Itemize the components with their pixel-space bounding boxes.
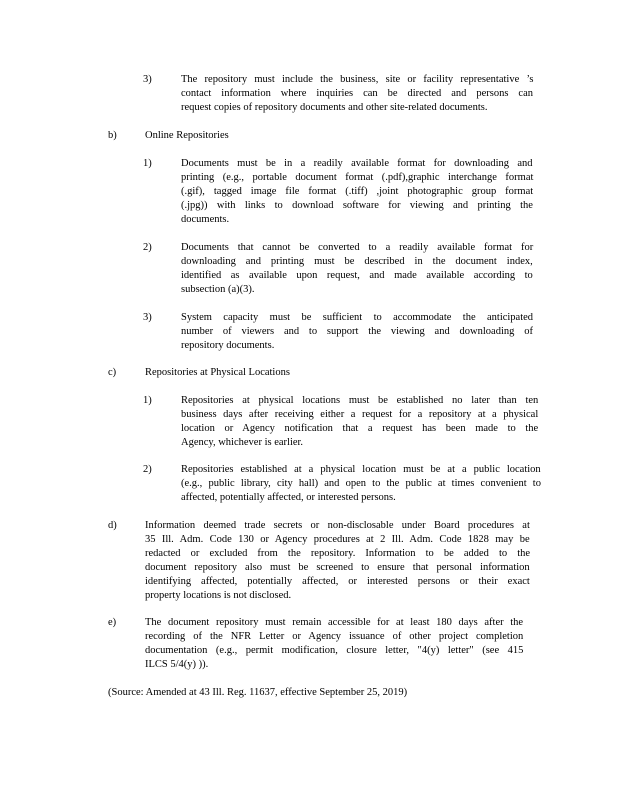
item-number: 3) <box>143 312 152 323</box>
text-line: recording of the NFR Letter or Agency issuance of other project completion <box>145 631 524 642</box>
item-number: 2) <box>143 242 152 253</box>
item-text <box>181 157 533 227</box>
text-line: (e.g., public library, city hall) and open to the public at times convenient to <box>181 478 541 489</box>
text-line: subsection (a)(3). <box>181 284 255 295</box>
subsection-text <box>145 616 523 672</box>
item-number: 2) <box>143 464 152 475</box>
subsection-letter: d) <box>108 520 117 531</box>
subsection-letter: e) <box>108 617 117 628</box>
text-line: document repository also must be screened to ensure that personal information <box>145 562 530 573</box>
text-line: request copies of repository documents and other site-related documents. <box>181 102 488 113</box>
text-line: downloading and printing must be described in the document index, <box>181 256 533 267</box>
item-c1 <box>143 394 538 452</box>
text-line: identifying affected, potentially affected, or interested persons or their exact <box>145 576 530 587</box>
item-a3 <box>143 73 533 117</box>
subsection-text <box>145 519 530 603</box>
item-c2 <box>143 463 541 507</box>
text-line: Repositories established at a physical location must be at a public location <box>181 464 541 475</box>
item-b2 <box>143 241 533 299</box>
text-line: business days after receiving either a request for a repository at a physical <box>181 409 539 420</box>
subsection-e <box>108 616 523 674</box>
text-line: The document repository must remain accessible for at least 180 days after the <box>145 617 524 628</box>
subsection-c-heading: Repositories at Physical Locations <box>145 367 290 378</box>
source-note: (Source: Amended at 43 Ill. Reg. 11637, effective September 25, 2019) <box>108 687 408 698</box>
text-line: The repository must include the business, site or facility representative ’s <box>181 74 534 85</box>
text-line: affected, potentially affected, or interested persons. <box>181 492 396 503</box>
text-line: number of viewers and to support the viewing and downloading of <box>181 326 533 337</box>
text-line: repository documents. <box>181 340 275 351</box>
text-line: printing (e.g., portable document format (.pdf),graphic interchange format <box>181 172 534 183</box>
item-b3 <box>143 311 533 355</box>
text-line: 35 Ill. Adm. Code 130 or Agency procedures at 2 Ill. Adm. Code 1828 may be <box>145 534 530 545</box>
text-line: Documents that cannot be converted to a readily available format for <box>181 242 534 253</box>
item-text <box>181 463 541 505</box>
text-line: property locations is not disclosed. <box>145 590 292 601</box>
item-number: 3) <box>143 74 152 85</box>
text-line: System capacity must be sufficient to accommodate the anticipated <box>181 312 534 323</box>
item-text <box>181 311 533 353</box>
item-text <box>181 73 533 115</box>
text-line: identified as available upon request, and made available according to <box>181 270 533 281</box>
text-line: ILCS 5/4(y) )). <box>145 659 209 670</box>
text-line: Repositories at physical locations must be established no later than ten <box>181 395 539 406</box>
text-line: documents. <box>181 214 230 225</box>
subsection-b-letter: b) <box>108 130 117 141</box>
item-number: 1) <box>143 395 152 406</box>
text-line: Agency, whichever is earlier. <box>181 437 304 448</box>
subsection-d <box>108 519 530 605</box>
text-line: (.gif), tagged image file format (.tiff) ,joint photographic group format <box>181 186 534 197</box>
subsection-b-heading: Online Repositories <box>145 130 229 141</box>
text-line: Information deemed trade secrets or non-disclosable under Board procedures at <box>145 520 530 531</box>
item-b1 <box>143 157 533 229</box>
text-line: documentation (e.g., permit modification, closure letter, "4(y) letter" (see 415 <box>145 645 524 656</box>
text-line: Documents must be in a readily available format for downloading and <box>181 158 533 169</box>
text-line: redacted or excluded from the repository. Information to be added to the <box>145 548 531 559</box>
text-line: location or Agency notification that a request has been made to the <box>181 423 539 434</box>
text-line: contact information where inquiries can be directed and persons can <box>181 88 533 99</box>
item-number: 1) <box>143 158 152 169</box>
item-text <box>181 394 538 450</box>
subsection-c-letter: c) <box>108 367 117 378</box>
text-line: (.jpg)) with links to download software for viewing and printing the <box>181 200 533 211</box>
item-text <box>181 241 533 297</box>
